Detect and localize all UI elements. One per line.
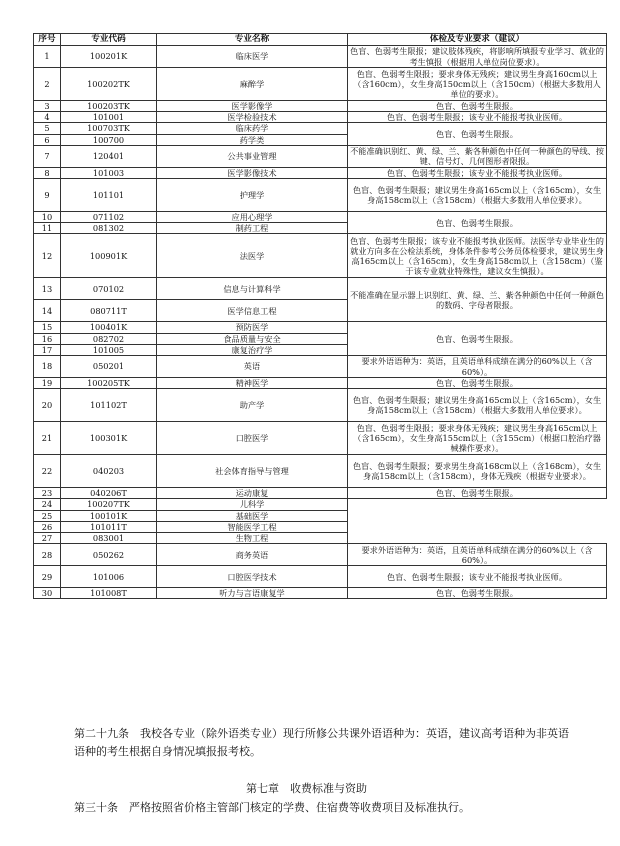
row-number: 2 bbox=[34, 68, 61, 101]
requirement: 色盲、色弱考生限报；要求身体无残疾；建议男生身高165cm以上（含165cm），女生身高155cm以上（含155cm）（根据口腔治疗器械操作要求）。 bbox=[348, 422, 607, 455]
major-name: 商务英语 bbox=[157, 544, 348, 566]
row-number: 25 bbox=[34, 510, 61, 521]
row-number: 28 bbox=[34, 544, 61, 566]
major-name: 医学检验技术 bbox=[157, 112, 348, 123]
table-header-row bbox=[34, 34, 607, 46]
major-name: 口腔医学 bbox=[157, 422, 348, 455]
table-row bbox=[34, 488, 607, 499]
major-code: 080711T bbox=[61, 300, 157, 322]
major-name: 听力与言语康复学 bbox=[157, 588, 348, 599]
major-code: 101001 bbox=[61, 112, 157, 123]
major-name: 麻醉学 bbox=[157, 68, 348, 101]
major-code: 101102T bbox=[61, 389, 157, 422]
row-number: 20 bbox=[34, 389, 61, 422]
table-row bbox=[34, 322, 607, 333]
row-number: 26 bbox=[34, 521, 61, 532]
row-number: 11 bbox=[34, 223, 61, 234]
admission-requirements-table bbox=[33, 33, 607, 599]
major-code: 100201K bbox=[61, 46, 157, 68]
major-name: 口腔医学技术 bbox=[157, 566, 348, 588]
header-code: 专业代码 bbox=[61, 34, 157, 46]
row-number: 4 bbox=[34, 112, 61, 123]
row-number: 21 bbox=[34, 422, 61, 455]
major-name: 智能医学工程 bbox=[157, 521, 348, 532]
major-code: 081302 bbox=[61, 223, 157, 234]
row-number: 10 bbox=[34, 212, 61, 223]
major-name: 护理学 bbox=[157, 179, 348, 212]
requirement: 色盲、色弱考生限报。 bbox=[348, 588, 607, 599]
table-row bbox=[34, 533, 607, 544]
major-code: 100207TK bbox=[61, 499, 157, 510]
table-row bbox=[34, 212, 607, 223]
requirement: 要求外语语种为：英语，且英语单科成绩在满分的60%以上（含60%）。 bbox=[348, 544, 607, 566]
major-code: 050262 bbox=[61, 544, 157, 566]
row-number: 24 bbox=[34, 499, 61, 510]
requirement: 色盲、色弱考生限报；该专业不能报考执业医师。法医学专业毕业生的就业方向多在公检法系统，身体条件参考公务员体检要求，建议男生身高165cm以上（含165cm），女生身高158cm以上（含158cm）（鉴于该专业就业特殊性，建议女生慎报）。 bbox=[348, 234, 607, 278]
major-name: 医学影像学 bbox=[157, 101, 348, 112]
major-code: 120401 bbox=[61, 145, 157, 167]
row-number: 27 bbox=[34, 533, 61, 544]
major-name: 助产学 bbox=[157, 389, 348, 422]
row-number: 16 bbox=[34, 333, 61, 344]
table-row bbox=[34, 499, 607, 510]
requirement: 色盲、色弱考生限报。 bbox=[348, 322, 607, 356]
major-code: 100203TK bbox=[61, 101, 157, 112]
major-code: 100700 bbox=[61, 134, 157, 145]
row-number: 7 bbox=[34, 145, 61, 167]
major-name: 信息与计算科学 bbox=[157, 278, 348, 300]
table-row bbox=[34, 112, 607, 123]
requirement: 不能准确识别红、黄、绿、兰、紫各种颜色中任何一种颜色的导线、按键、信号灯、几何图形者限报。 bbox=[348, 145, 607, 167]
requirement: 色盲、色弱考生限报。 bbox=[348, 488, 607, 499]
table-row bbox=[34, 145, 607, 167]
table-row bbox=[34, 278, 607, 300]
major-name: 生物工程 bbox=[157, 533, 348, 544]
table-row bbox=[34, 378, 607, 389]
table-row bbox=[34, 588, 607, 599]
major-code: 082702 bbox=[61, 333, 157, 344]
row-number: 29 bbox=[34, 566, 61, 588]
row-number: 14 bbox=[34, 300, 61, 322]
requirement: 色盲、色弱考生限报；该专业不能报考执业医师。 bbox=[348, 566, 607, 588]
header-no: 序号 bbox=[34, 34, 61, 46]
requirement: 色盲、色弱考生限报。 bbox=[348, 101, 607, 112]
table-row bbox=[34, 46, 607, 68]
table-row bbox=[34, 123, 607, 134]
table-row bbox=[34, 234, 607, 278]
row-number: 17 bbox=[34, 344, 61, 355]
major-name: 精神医学 bbox=[157, 378, 348, 389]
row-number: 9 bbox=[34, 179, 61, 212]
major-code: 101008T bbox=[61, 588, 157, 599]
major-code: 100202TK bbox=[61, 68, 157, 101]
requirement: 色盲、色弱考生限报；该专业不能报考执业医师。 bbox=[348, 112, 607, 123]
article-30: 第三十条 严格按照省价格主管部门核定的学费、住宿费等收费项目及标准执行。 bbox=[74, 801, 470, 814]
major-name: 公共事业管理 bbox=[157, 145, 348, 167]
table-row bbox=[34, 101, 607, 112]
major-code: 071102 bbox=[61, 212, 157, 223]
table-row bbox=[34, 510, 607, 521]
table-row bbox=[34, 68, 607, 101]
major-name: 康复治疗学 bbox=[157, 344, 348, 355]
row-number: 12 bbox=[34, 234, 61, 278]
requirement: 色盲、色弱考生限报。 bbox=[348, 378, 607, 389]
major-name: 儿科学 bbox=[157, 499, 348, 510]
major-name: 临床医学 bbox=[157, 46, 348, 68]
major-name: 英语 bbox=[157, 356, 348, 378]
major-code: 040203 bbox=[61, 455, 157, 488]
requirement: 色盲、色弱考生限报；要求男生身高168cm以上（含168cm），女生身高158cm以上（含158cm），身体无残疾（根据专业要求）。 bbox=[348, 455, 607, 488]
header-requirements: 体检及专业要求（建议） bbox=[348, 34, 607, 46]
row-number: 5 bbox=[34, 123, 61, 134]
article-29: 第二十九条 我校各专业（除外语类专业）现行所修公共课外语语种为：英语，建议高考语种为非英语语种的考生根据自身情况填报报考校。 bbox=[74, 727, 569, 758]
row-number: 23 bbox=[34, 488, 61, 499]
row-number: 6 bbox=[34, 134, 61, 145]
major-name: 食品质量与安全 bbox=[157, 333, 348, 344]
major-code: 070102 bbox=[61, 278, 157, 300]
row-number: 8 bbox=[34, 167, 61, 178]
requirement: 色盲、色弱考生限报。 bbox=[348, 123, 607, 145]
major-code: 100101K bbox=[61, 510, 157, 521]
major-name: 临床药学 bbox=[157, 123, 348, 134]
major-code: 101006 bbox=[61, 566, 157, 588]
table-row bbox=[34, 521, 607, 532]
requirement: 色盲、色弱考生限报；要求身体无残疾；建议男生身高160cm以上（含160cm），女生身高150cm以上（含150cm）（根据大多数用人单位的要求）。 bbox=[348, 68, 607, 101]
chapter-7-title: 第七章 收费标准与资助 bbox=[246, 782, 367, 795]
major-code: 101003 bbox=[61, 167, 157, 178]
major-name: 医学影像技术 bbox=[157, 167, 348, 178]
requirement: 色盲、色弱考生限报；建议男生身高165cm以上（含165cm），女生身高158cm以上（含158cm）（根据大多数用人单位要求）。 bbox=[348, 389, 607, 422]
row-number: 18 bbox=[34, 356, 61, 378]
major-code: 040206T bbox=[61, 488, 157, 499]
row-number: 19 bbox=[34, 378, 61, 389]
major-name: 法医学 bbox=[157, 234, 348, 278]
major-name: 社会体育指导与管理 bbox=[157, 455, 348, 488]
requirement: 色盲、色弱考生限报；建议肢体残疾，将影响所填报专业学习、就业的考生慎报（根据用人单位岗位要求）。 bbox=[348, 46, 607, 68]
requirement: 色盲、色弱考生限报；建议男生身高165cm以上（含165cm），女生身高158cm以上（含158cm）（根据大多数用人单位要求）。 bbox=[348, 179, 607, 212]
table-row bbox=[34, 389, 607, 422]
major-code: 050201 bbox=[61, 356, 157, 378]
major-code: 083001 bbox=[61, 533, 157, 544]
row-number: 1 bbox=[34, 46, 61, 68]
major-code: 100205TK bbox=[61, 378, 157, 389]
major-code: 101005 bbox=[61, 344, 157, 355]
table-row bbox=[34, 179, 607, 212]
requirement: 要求外语语种为：英语，且英语单科成绩在满分的60%以上（含60%）。 bbox=[348, 356, 607, 378]
requirement: 不能准确在显示器上识别红、黄、绿、兰、紫各种颜色中任何一种颜色的数码、字母者限报。 bbox=[348, 278, 607, 322]
major-code: 100703TK bbox=[61, 123, 157, 134]
table-row bbox=[34, 455, 607, 488]
row-number: 22 bbox=[34, 455, 61, 488]
table-row bbox=[34, 422, 607, 455]
major-name: 应用心理学 bbox=[157, 212, 348, 223]
requirement: 色盲、色弱考生限报。 bbox=[348, 212, 607, 234]
table-row bbox=[34, 356, 607, 378]
table-row bbox=[34, 167, 607, 178]
major-name: 基础医学 bbox=[157, 510, 348, 521]
table-row bbox=[34, 566, 607, 588]
row-number: 13 bbox=[34, 278, 61, 300]
major-code: 100301K bbox=[61, 422, 157, 455]
row-number: 15 bbox=[34, 322, 61, 333]
header-name: 专业名称 bbox=[157, 34, 348, 46]
major-name: 制药工程 bbox=[157, 223, 348, 234]
row-number: 3 bbox=[34, 101, 61, 112]
major-name: 预防医学 bbox=[157, 322, 348, 333]
requirement: 色盲、色弱考生限报；该专业不能报考执业医师。 bbox=[348, 167, 607, 178]
major-code: 100901K bbox=[61, 234, 157, 278]
major-name: 医学信息工程 bbox=[157, 300, 348, 322]
major-name: 运动康复 bbox=[157, 488, 348, 499]
major-code: 100401K bbox=[61, 322, 157, 333]
row-number: 30 bbox=[34, 588, 61, 599]
table-row bbox=[34, 544, 607, 566]
major-code: 101011T bbox=[61, 521, 157, 532]
major-name: 药学类 bbox=[157, 134, 348, 145]
major-code: 101101 bbox=[61, 179, 157, 212]
